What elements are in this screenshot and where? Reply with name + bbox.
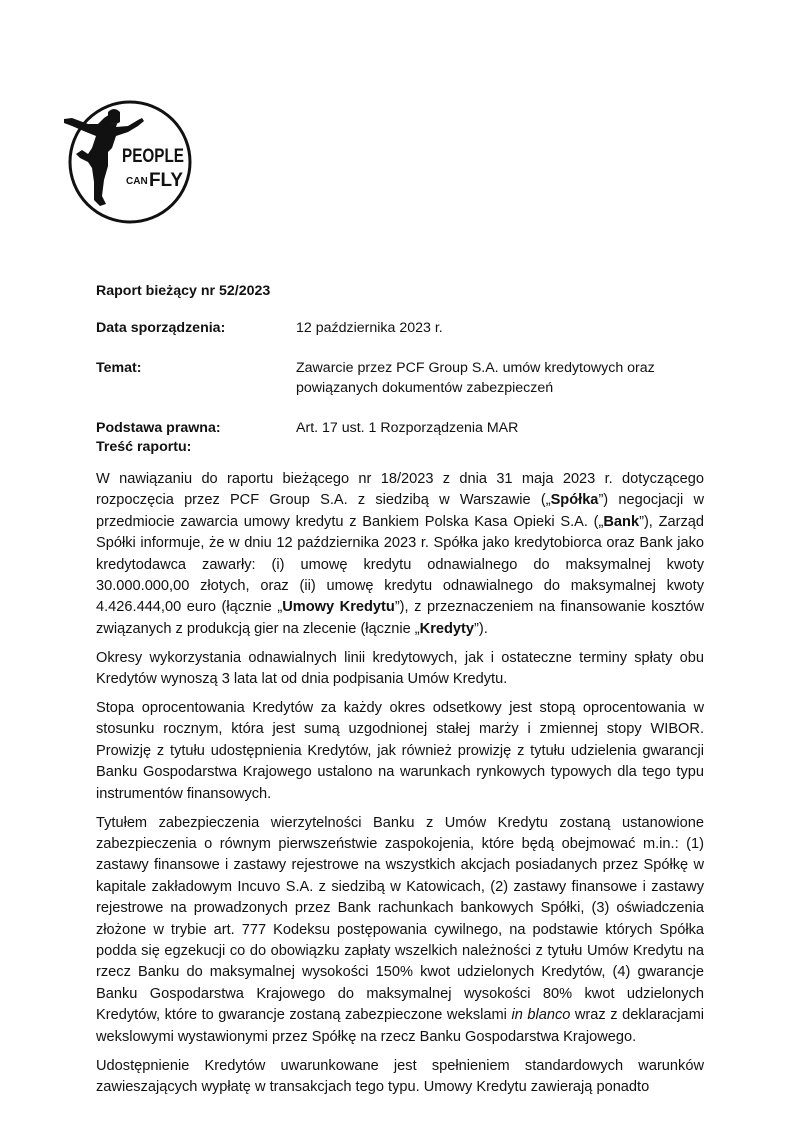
report-metadata [96,283,716,458]
text: Tytułem zabezpieczenia wierzytelności Banku z Umów Kredytu zostaną ustanowione zabezpieczenia o równym pierwszeństwie zaspokojenia, które będą obejmować m.in.: (1) zastawy finansowe i zastawy rejestrowe na wszystkich akcjach posiadanych przez Spółkę w kapitale zakładowym Incuvo S.A. z siedzibą w Katowicach, (2) zastawy finansowe i zastawy rejestrowe na prowadzonych przez Bank rachunkach bankowych Spółki, (3) oświadczenia złożone w trybie art. 777 Kodeksu postępowania cywilnego, na podstawie których Spółka podda się egzekucji co do obowiązku zapłaty wszelkich należności z tytułu Umów Kredytu na rzecz Banku do maksymalnej wysokości 150% kwot udzielonych Kredytów, (4) gwarancje Banku Gospodarstwa Krajowego do maksymalnej wysokości 80% kwot udzielonych Kredytów, które to gwarancje zostaną zabezpieczone wekslami [96,814,704,1024]
field-subject [96,358,716,398]
text: ”), z przeznaczeniem na finansowanie kosztów związanych z produkcją gier na zlecenie (łącznie „ [96,599,705,637]
content-heading: Treść raportu: [96,439,192,455]
paragraph-3: Stopa oprocentowania Kredytów za każdy okres odsetkowy jest stopą oprocentowania w stosunku rocznym, która jest sumą uzgodnionej stałej marży i zmiennej stopy WIBOR. Prowizję z tytułu udostępnienia Kredytów, jak również prowizję z tytułu udzielenia gwarancji Banku Gospodarstwa Krajowego ustalono na warunkach rynkowych typowych dla tego typu instrumentów finansowych. [96,700,704,802]
field-value: 12 października 2023 r. [296,320,443,336]
text: ”). [474,620,488,637]
logo-emblem-icon [58,96,198,228]
text: ”) negocjacji w przedmiocie zawarcia umowy kredytu z Bankiem Polska Kasa Opieki S.A. („ [96,492,704,530]
logo-text-can: CAN [126,176,148,187]
defined-term: Umowy Kredytu [282,599,395,616]
report-body [96,469,704,1106]
text: W nawiązaniu do raportu bieżącego nr 18/2023 z dnia 31 maja 2023 r. dotyczącego rozpoczęcia przez PCF Group S.A. z siedzibą w Warszawie („ [96,471,704,509]
field-date [96,318,716,338]
logo-text-fly: FLY [149,170,184,191]
italic-term: in blanco [511,1007,571,1024]
defined-term: Kredyty [419,620,474,637]
field-value: Zawarcie przez PCF Group S.A. umów kredytowych oraz powiązanych dokumentów zabezpieczeń [296,360,655,396]
paragraph-4 [96,813,704,1048]
text: wraz z deklaracjami wekslowymi wystawionymi przez Spółkę na rzecz Banku Gospodarstwa Krajowego. [96,1007,704,1045]
field-value: Art. 17 ust. 1 Rozporządzenia MAR [296,420,519,436]
text: ”), Zarząd Spółki informuje, że w dniu 12 października 2023 r. Spółka jako kredytobiorca oraz Bank jako kredytodawca zawarły: (i) umowę kredytu odnawialnego do maksymalnej kwoty 30.000.000,00 złotych, oraz (ii) umowę kredytu odnawialnego do maksymalnej kwoty 4.426.444,00 euro (łącznie „ [96,513,704,616]
report-title: Raport bieżący nr 52/2023 [96,283,271,299]
field-legal-basis [96,418,716,438]
people-can-fly-logo [58,96,198,228]
paragraph-2: Okresy wykorzystania odnawialnych linii kredytowych, jak i ostateczne terminy spłaty obu Kredytów wynoszą 3 lata lat od dnia podpisania Umów Kredytu. [96,649,704,688]
field-label: Temat: [96,360,142,376]
field-label: Data sporządzenia: [96,320,226,336]
field-label: Podstawa prawna: [96,420,221,436]
logo-text-people: PEOPLE [122,146,184,167]
paragraph-1 [96,469,704,640]
defined-term: Bank [603,513,640,530]
paragraph-5: Udostępnienie Kredytów uwarunkowane jest spełnieniem standardowych warunków zawieszających wypłatę w transakcjach tego typu. Umowy Kredytu zawierają ponadto [96,1057,704,1095]
defined-term: Spółka [550,492,599,509]
